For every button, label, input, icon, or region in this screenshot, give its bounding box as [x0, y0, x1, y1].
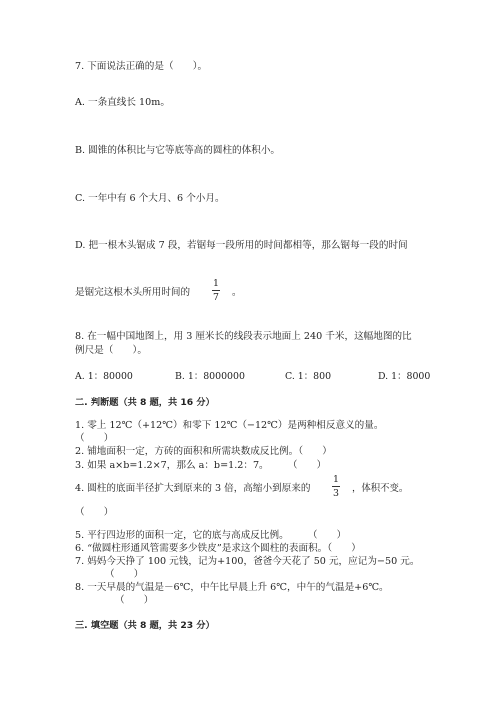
judge-item-8: 8. 一天早晨的气温是－6℃，中午比早晨上升 6℃，中午的气温是+6℃。 [75, 582, 389, 593]
judge-item-4: 4. 圆柱的底面半径扩大到原来的 3 倍，高缩小到原来的 [75, 483, 311, 494]
judge-item-3: 3. 如果 a×b=1.2×7，那么 a：b=1.2：7。 （ ） [75, 460, 327, 471]
judge-item-8-answer: （ ） [115, 595, 154, 606]
fraction-denominator: 7 [213, 292, 219, 303]
q8-option-a: A. 1：80000 [75, 371, 133, 382]
judge-item-1: 1. 零上 12℃（+12℃）和零下 12℃（−12℃）是两种相反意义的量。 [75, 420, 384, 431]
fraction-numerator: 1 [213, 278, 219, 289]
judge-item-6: 6. “做圆柱形通风管需要多少铁皮”是求这个圆柱的表面积。（ ） [75, 543, 361, 554]
q8-stem-line1: 8. 在一幅中国地图上，用 3 厘米长的线段表示地面上 240 千米，这幅地图的比 [75, 331, 412, 342]
section2-title: 二. 判断题（共 8 题，共 16 分） [75, 397, 215, 408]
judge-item-7: 7. 妈妈今天挣了 100 元钱，记为+100，爸爸今天花了 50 元，应记为−50 元。 [75, 556, 420, 567]
q7-option-d: D. 把一根木头锯成 7 段，若锯每一段所用的时间都相等，那么锯每一段的时间 [75, 240, 408, 251]
q7-option-c: C. 一年中有 6 个大月、6 个小月。 [75, 193, 225, 204]
judge-item-4-end: ，体积不变。 [352, 483, 409, 494]
q8-option-d: D. 1：8000 [378, 371, 431, 382]
fraction-one-third [332, 474, 340, 499]
q7-option-d-cont: 是锯完这根木头所用时间的 [75, 287, 191, 298]
fraction-bar [332, 486, 340, 487]
q7-option-b: B. 圆锥的体积比与它等底等高的圆柱的体积小。 [75, 145, 281, 156]
section3-title: 三. 填空题（共 8 题，共 23 分） [75, 620, 215, 631]
q8-option-c: C. 1：800 [285, 371, 332, 382]
q8-stem-line2: 例尺是（ ）。 [75, 345, 147, 356]
judge-item-2: 2. 铺地面积一定，方砖的面积和所需块数成反比例。（ ） [75, 446, 332, 457]
q7-option-a: A. 一条直线长 10m。 [75, 97, 170, 108]
judge-item-1-answer: （ ） [75, 433, 114, 444]
q7-stem: 7. 下面说法正确的是（ ）。 [75, 61, 208, 72]
fraction-denominator: 3 [333, 488, 339, 499]
fraction-one-seventh [212, 278, 220, 303]
judge-item-7-answer: （ ） [105, 569, 144, 580]
q8-option-b: B. 1：8000000 [175, 371, 245, 382]
fraction-bar [212, 290, 220, 291]
judge-item-4-answer: （ ） [75, 507, 114, 518]
q7-option-d-end: 。 [232, 287, 242, 298]
fraction-numerator: 1 [333, 474, 339, 485]
judge-item-5: 5. 平行四边形的面积一定，它的底与高成反比例。 （ ） [75, 530, 347, 541]
